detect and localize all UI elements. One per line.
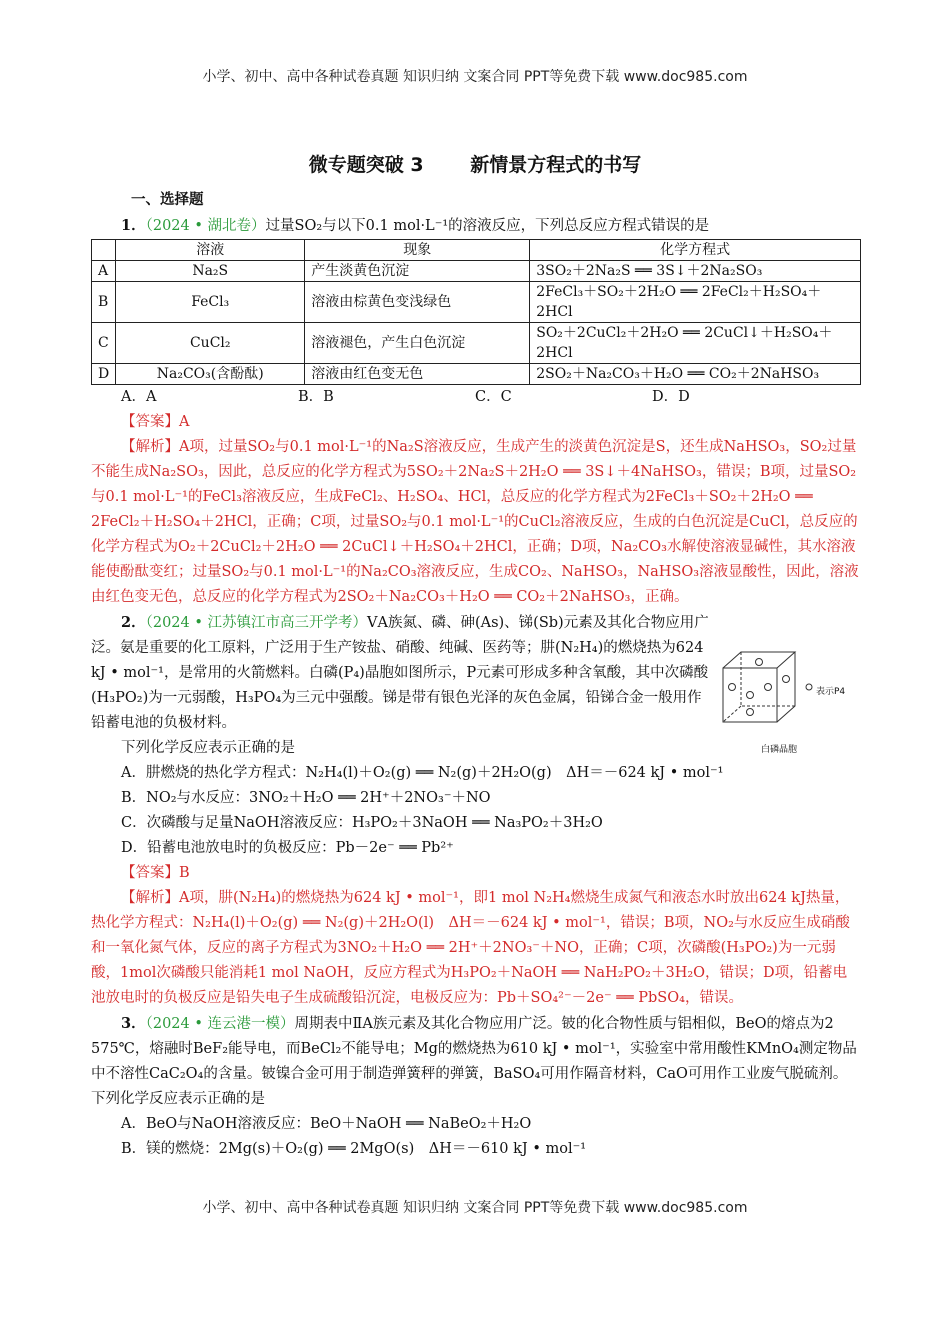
q2-stem: ⅤA族氮、磷、砷(As)、锑(Sb)元素及其化合物应用广泛。氨是重要的化工原料，广泛用于生产铵盐、硝酸、纯碱、医药等；肼(N₂H₄)的燃烧热为624 kJ • mol⁻¹，是常用的火箭燃料。白磷(P₄)晶胞如图所示，P元素可形成多种含氧酸，其中次磷酸(H₃PO₂)为一元弱酸，H₃PO₄为三元中强酸。锑是带有银色光泽的灰色金属，铅锑合金一般用作铅蓄电池的负极材料。	[91, 615, 709, 731]
q1-cell: A	[92, 261, 116, 282]
q1-cell: 产生淡黄色沉淀	[305, 261, 530, 282]
q2-number: 2．	[121, 614, 146, 631]
section-heading: 一、选择题	[131, 192, 204, 208]
q3-source: （2024 • 连云港一模）	[145, 1016, 295, 1032]
figure-legend: 表示P4	[816, 687, 846, 697]
q3-option-a: A．BeO与NaOH溶液反应：BeO＋NaOH ══ NaBeO₂＋H₂O	[121, 1116, 532, 1132]
q2-question: 下列化学反应表示正确的是	[121, 740, 295, 756]
q1-option-d: D．D	[652, 389, 690, 405]
q1-option-a: A．A	[121, 389, 157, 405]
q1-number: 1．	[121, 217, 146, 234]
q3-stem-line	[91, 1011, 861, 1112]
q2-option-a: A．肼燃烧的热化学方程式：N₂H₄(l)＋O₂(g) ══ N₂(g)＋2H₂O(g) ΔH＝－624 kJ • mol⁻¹	[121, 765, 724, 781]
table-row	[92, 261, 861, 282]
q1-cell: Na₂CO₃(含酚酞)	[116, 364, 305, 385]
q1-cell: 溶液褪色，产生白色沉淀	[305, 323, 530, 364]
table-row	[92, 364, 861, 385]
q1-cell: C	[92, 323, 116, 364]
figure-caption: 白磷晶胞	[761, 745, 798, 755]
q1-stem-line	[91, 213, 861, 239]
q1-option-c: C．C	[475, 389, 512, 405]
q1-cell: 2FeCl₃＋SO₂＋2H₂O ══ 2FeCl₂＋H₂SO₄＋2HCl	[530, 282, 861, 323]
q1-cell: 2SO₂＋Na₂CO₃＋H₂O ══ CO₂＋2NaHSO₃	[530, 364, 861, 385]
q1-cell: 溶液由红色变无色	[305, 364, 530, 385]
q1-option-b: B．B	[298, 389, 334, 405]
table-row	[92, 282, 861, 323]
q1-table	[91, 239, 861, 385]
white-phosphorus-cell-figure	[711, 642, 861, 755]
q1-cell: SO₂＋2CuCl₂＋2H₂O ══ 2CuCl↓＋H₂SO₄＋2HCl	[530, 323, 861, 364]
q1-table-header	[92, 240, 861, 261]
q2-analysis: 【解析】A项，肼(N₂H₄)的燃烧热为624 kJ • mol⁻¹，即1 mol N₂H₄燃烧生成氮气和液态水时放出624 kJ热量，热化学方程式：N₂H₄(l)＋O₂(g) ══ N₂(g)＋2H₂O(l) ΔH＝－624 kJ • mol⁻¹，错误；B项，NO₂与水反应生成硝酸和一氧化氮气体，反应的离子方程式为3NO₂＋H₂O ══ 2H⁺＋2NO₃⁻＋NO，正确；C项，次磷酸(H₃PO₂)为一元弱酸，1mol次磷酸只能消耗1 mol NaOH，反应方程式为H₃PO₂＋NaOH ══ NaH₂PO₂＋3H₂O，错误；D项，铅蓄电池放电时的负极反应是铅失电子生成硫酸铅沉淀，电极反应为：Pb＋SO₄²⁻－2e⁻ ══ PbSO₄，错误。	[91, 890, 850, 1006]
q1-cell: 3SO₂＋2Na₂S ══ 3S↓＋2Na₂SO₃	[530, 261, 861, 282]
q2-option-b: B．NO₂与水反应：3NO₂＋H₂O ══ 2H⁺＋2NO₃⁻＋NO	[121, 790, 491, 806]
q1-options	[91, 385, 861, 410]
title-right: 新情景方程式的书写	[470, 154, 642, 176]
q3-option-b: B．镁的燃烧：2Mg(s)＋O₂(g) ══ 2MgO(s) ΔH＝－610 kJ • mol⁻¹	[121, 1141, 587, 1157]
q1-answer: 【答案】A	[121, 414, 190, 430]
table-row	[92, 323, 861, 364]
q1-th-3: 化学方程式	[530, 240, 861, 261]
title-left: 微专题突破 3	[308, 154, 424, 176]
q1-cell: Na₂S	[116, 261, 305, 282]
q3-number: 3．	[121, 1015, 146, 1032]
q1-th-0	[92, 240, 116, 261]
q2-source: （2024 • 江苏镇江市高三开学考）	[145, 615, 368, 631]
q1-th-2: 现象	[305, 240, 530, 261]
q2-option-d: D．铅蓄电池放电时的负极反应：Pb－2e⁻ ══ Pb²⁺	[121, 840, 454, 856]
q1-stem: 过量SO₂与以下0.1 mol·L⁻¹的溶液反应，下列总反应方程式错误的是	[265, 218, 710, 234]
q1-analysis: 【解析】A项，过量SO₂与0.1 mol·L⁻¹的Na₂S溶液反应，生成产生的淡黄色沉淀是S，还生成NaHSO₃，SO₂过量不能生成Na₂SO₃，因此，总反应的化学方程式为5SO₂＋2Na₂S＋2H₂O ══ 3S↓＋4NaHSO₃，错误；B项，过量SO₂与0.1 mol·L⁻¹的FeCl₃溶液反应，生成FeCl₂、H₂SO₄、HCl，总反应的化学方程式为2FeCl₃＋SO₂＋2H₂O ══ 2FeCl₂＋H₂SO₄＋2HCl，正确；C项，过量SO₂与0.1 mol·L⁻¹的CuCl₂溶液反应，生成的白色沉淀是CuCl，总反应的化学方程式为O₂＋2CuCl₂＋2H₂O ══ 2CuCl↓＋H₂SO₄＋2HCl，正确；D项，Na₂CO₃水解使溶液显碱性，其水溶液能使酚酞变红；过量SO₂与0.1 mol·L⁻¹的Na₂CO₃溶液反应，生成CO₂、NaHSO₃，NaHSO₃溶液显酸性，因此，溶液由红色变无色，总反应的化学方程式为2SO₂＋Na₂CO₃＋H₂O ══ CO₂＋2NaHSO₃，正确。	[91, 439, 859, 605]
q1-cell: CuCl₂	[116, 323, 305, 364]
page-footer: 小学、初中、高中各种试卷真题 知识归纳 文案合同 PPT等免费下载 www.doc985.com	[202, 1200, 748, 1216]
q2-answer: 【答案】B	[121, 865, 190, 881]
q1-cell: B	[92, 282, 116, 323]
content	[91, 188, 861, 1162]
q2-stem-line	[91, 610, 711, 736]
q1-cell: FeCl₃	[116, 282, 305, 323]
page-header: 小学、初中、高中各种试卷真题 知识归纳 文案合同 PPT等免费下载 www.doc985.com	[202, 69, 748, 85]
q1-cell: D	[92, 364, 116, 385]
q3-stem: 周期表中ⅡA族元素及其化合物应用广泛。铍的化合物性质与铝相似，BeO的熔点为2 575℃，熔融时BeF₂能导电，而BeCl₂不能导电；Mg的燃烧热为610 kJ • mol⁻¹，实验室中常用酸性KMnO₄测定物品中不溶性CaC₂O₄的含量。铍镍合金可用于制造弹簧秤的弹簧，BaSO₄可用作隔音材料，CaO可用作工业废气脱硫剂。下列化学反应表示正确的是	[91, 1016, 857, 1107]
q2-option-c: C．次磷酸与足量NaOH溶液反应：H₃PO₂＋3NaOH ══ Na₃PO₂＋3H₂O	[121, 815, 603, 831]
q1-th-1: 溶液	[116, 240, 305, 261]
page-title	[0, 150, 950, 177]
q1-source: （2024 • 湖北卷）	[145, 218, 266, 234]
q1-cell: 溶液由棕黄色变浅绿色	[305, 282, 530, 323]
